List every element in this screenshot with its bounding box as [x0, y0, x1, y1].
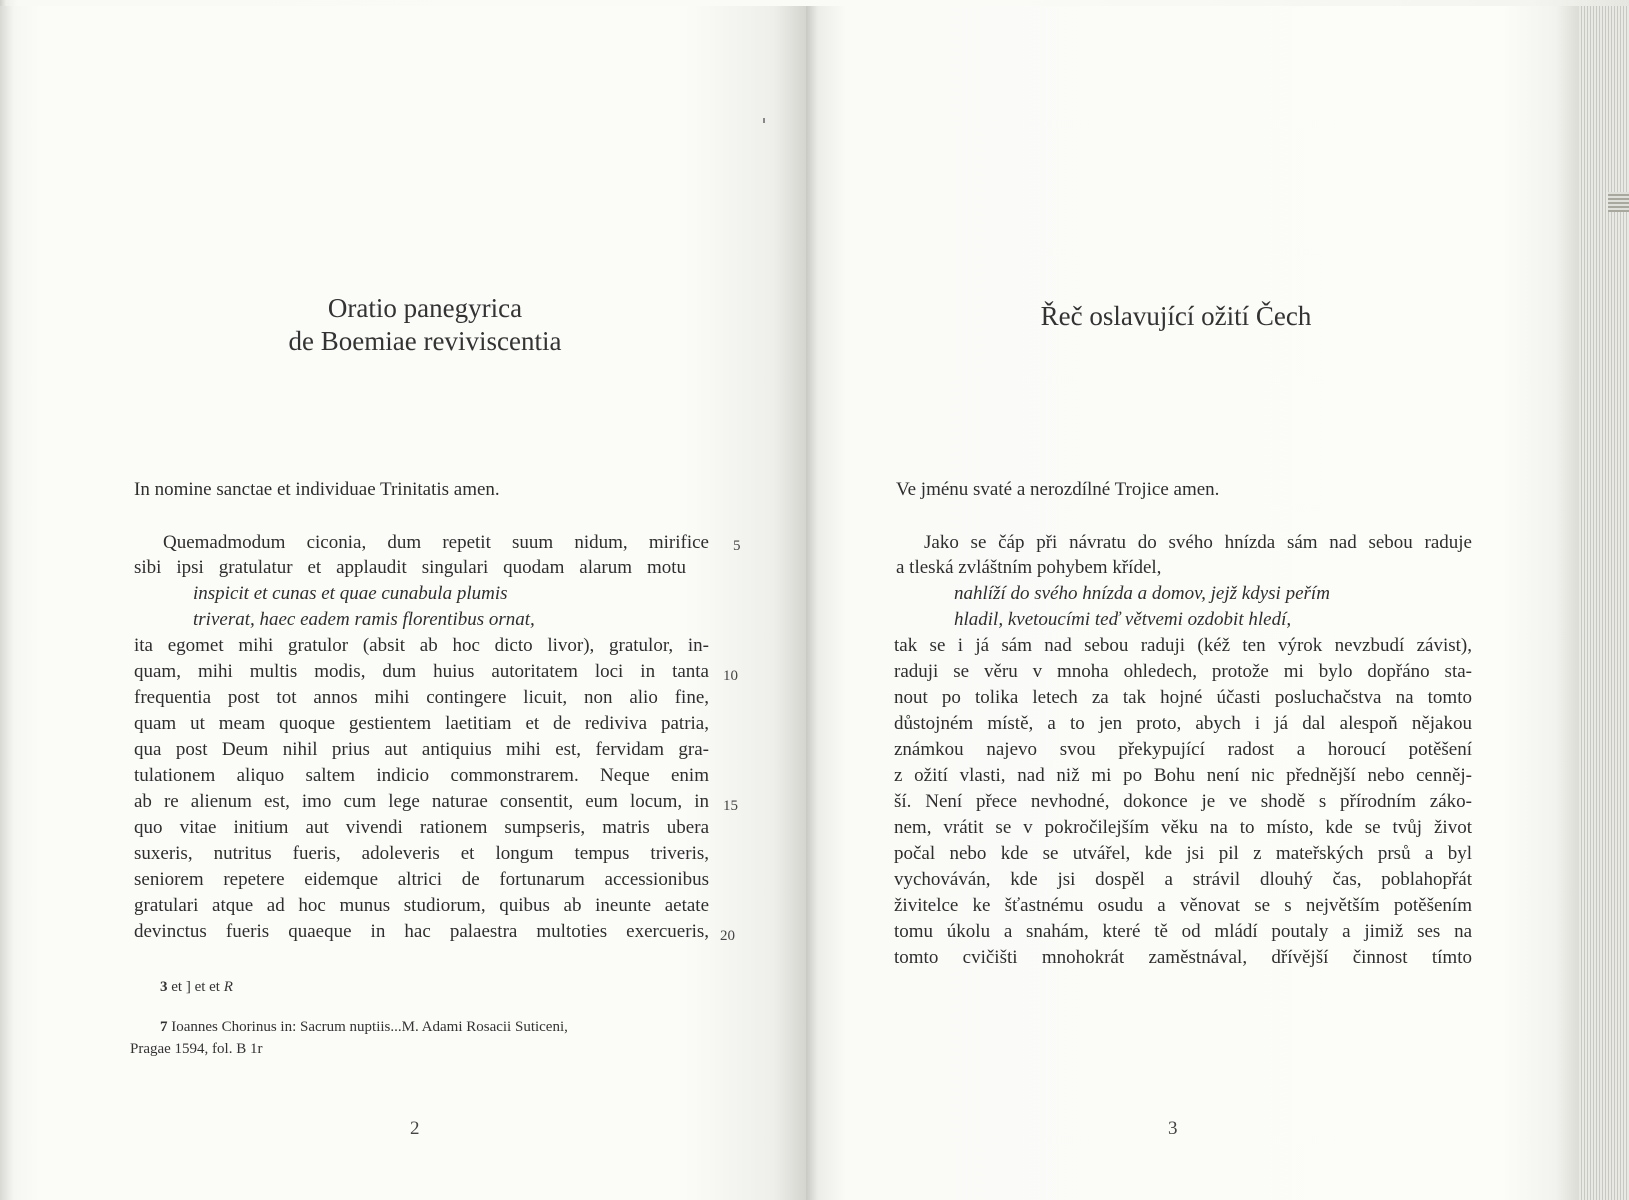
right-page [806, 6, 1579, 1200]
ink-speck [763, 118, 765, 123]
czech-title: Řeč oslavující ožití Čech [1040, 301, 1312, 331]
czech-text-line: z ožití vlasti, nad niž mi po Bohu není nic přednější nebo cenněj- [894, 765, 1472, 786]
czech-text-line: raduji se věru v mnoha ohledech, protože mi bylo dopřáno sta- [894, 661, 1472, 682]
czech-text-line: vychováván, kde jsi dospěl a strávil dlouhý čas, poblahopřát [894, 869, 1472, 890]
latin-text-line: frequentia post tot annos mihi contingere licuit, non alio fine, [134, 687, 709, 708]
latin-verse-line: triverat, haec eadem ramis florentibus ornat, [193, 609, 535, 630]
footnote-text: et ] et et [171, 979, 220, 995]
latin-text-line: qua post Deum nihil prius aut antiquius mihi est, fervidam gra- [134, 739, 709, 760]
footnote-number: 7 [160, 1019, 168, 1035]
latin-text-line: devinctus fueris quaeque in hac palaestra multoties exercueris, [134, 921, 709, 942]
latin-text-line: tulationem aliquo saltem indicio commonstrarem. Neque enim [134, 765, 709, 786]
czech-text-line: důstojném místě, a to jen proto, abych i já dal alespoň nějakou [894, 713, 1472, 734]
czech-text-line: ší. Není přece nevhodné, dokonce je ve shodě s přírodním záko- [894, 791, 1472, 812]
page-edges [1579, 6, 1629, 1200]
czech-text-line: živitelce ke šťastnému osudu a věnovat se s největším potěšením [894, 895, 1472, 916]
latin-text-line: quam ut meam quoque gestientem laetitiam et de rediviva patria, [134, 713, 709, 734]
latin-invocation: In nomine sanctae et individuae Trinitatis amen. [134, 479, 500, 500]
czech-text-line: nout po tolika letech za tak hojné účasti posluchačstva na tomto [894, 687, 1472, 708]
page-number: 3 [1168, 1118, 1178, 1139]
line-number-20: 20 [720, 928, 735, 944]
left-page [0, 6, 806, 1200]
latin-title-line2: de Boemiae reviviscentia [288, 326, 562, 356]
latin-text-line: quam, mihi multis modis, dum huius autoritatem loci in tanta [134, 661, 709, 682]
latin-verse-line: inspicit et cunas et quae cunabula plumis [193, 583, 508, 604]
page-number: 2 [410, 1118, 420, 1139]
czech-text-line: a tleská zvláštním pohybem křídel, [896, 557, 1162, 578]
footnote-number: 3 [160, 979, 168, 995]
latin-title [200, 292, 650, 358]
line-number-10: 10 [723, 668, 738, 684]
latin-title-line1: Oratio panegyrica [327, 293, 523, 323]
bookmark-ribbon [1608, 192, 1629, 212]
czech-text-line: tomu úkolu a snahám, které tě od mládí poutaly a jimiž ses na [894, 921, 1472, 942]
latin-text-line: quo vitae initium aut vivendi rationem sumpseris, matris ubera [134, 817, 709, 838]
czech-verse-line: nahlíží do svého hnízda a domov, jejž kdysi peřím [954, 583, 1330, 604]
czech-text-line: známkou najevo svou překypující radost a horoucí potěšení [894, 739, 1472, 760]
czech-text-line: Jako se čáp při návratu do svého hnízda sám nad sebou raduje [924, 532, 1472, 553]
czech-text-line: nem, vrátit se v pokročilejším věku na to místo, kde se tvůj život [894, 817, 1472, 838]
latin-text-line: sibi ipsi gratulatur et applaudit singulari quodam alarum motu [134, 557, 686, 578]
czech-verse-line: hladil, kvetoucími teď větvemi ozdobit hledí, [954, 609, 1292, 630]
latin-text-line: suxeris, nutritus fueris, adoleveris et longum tempus triveris, [134, 843, 709, 864]
footnote-siglum: R [223, 979, 233, 995]
latin-text-line: ab re alienum est, imo cum lege naturae consentit, eum locum, in [134, 791, 709, 812]
footnote-3 [160, 976, 233, 998]
footnote-text: Ioannes Chorinus in: Sacrum nuptiis...M. Adami Rosacii Suticeni, [171, 1019, 568, 1035]
czech-text-line: tomto cvičišti mnohokrát zaměstnával, dřívější činnost tímto [894, 947, 1472, 968]
line-number-5: 5 [733, 538, 741, 554]
latin-text-line: gratulari atque ad hoc munus studiorum, quibus ab ineunte aetate [134, 895, 709, 916]
latin-text-line: Quemadmodum ciconia, dum repetit suum nidum, mirifice [163, 532, 709, 553]
footnote-7 [130, 1016, 710, 1060]
czech-text-line: tak se i já sám nad sebou raduji (kéž ten výrok nevzbudí závist), [894, 635, 1472, 656]
footnote-text: Pragae 1594, fol. B 1r [130, 1041, 263, 1057]
czech-text-line: počal nebo kde se utvářel, kde jsi pil z mateřských prsů a byl [894, 843, 1472, 864]
czech-invocation: Ve jménu svaté a nerozdílné Trojice amen. [896, 479, 1220, 500]
latin-text-line: ita egomet mihi gratulor (absit ab hoc dicto livor), gratulor, in- [134, 635, 709, 656]
line-number-15: 15 [723, 798, 738, 814]
latin-text-line: seniorem repetere eidemque altrici de fortunarum accessionibus [134, 869, 709, 890]
